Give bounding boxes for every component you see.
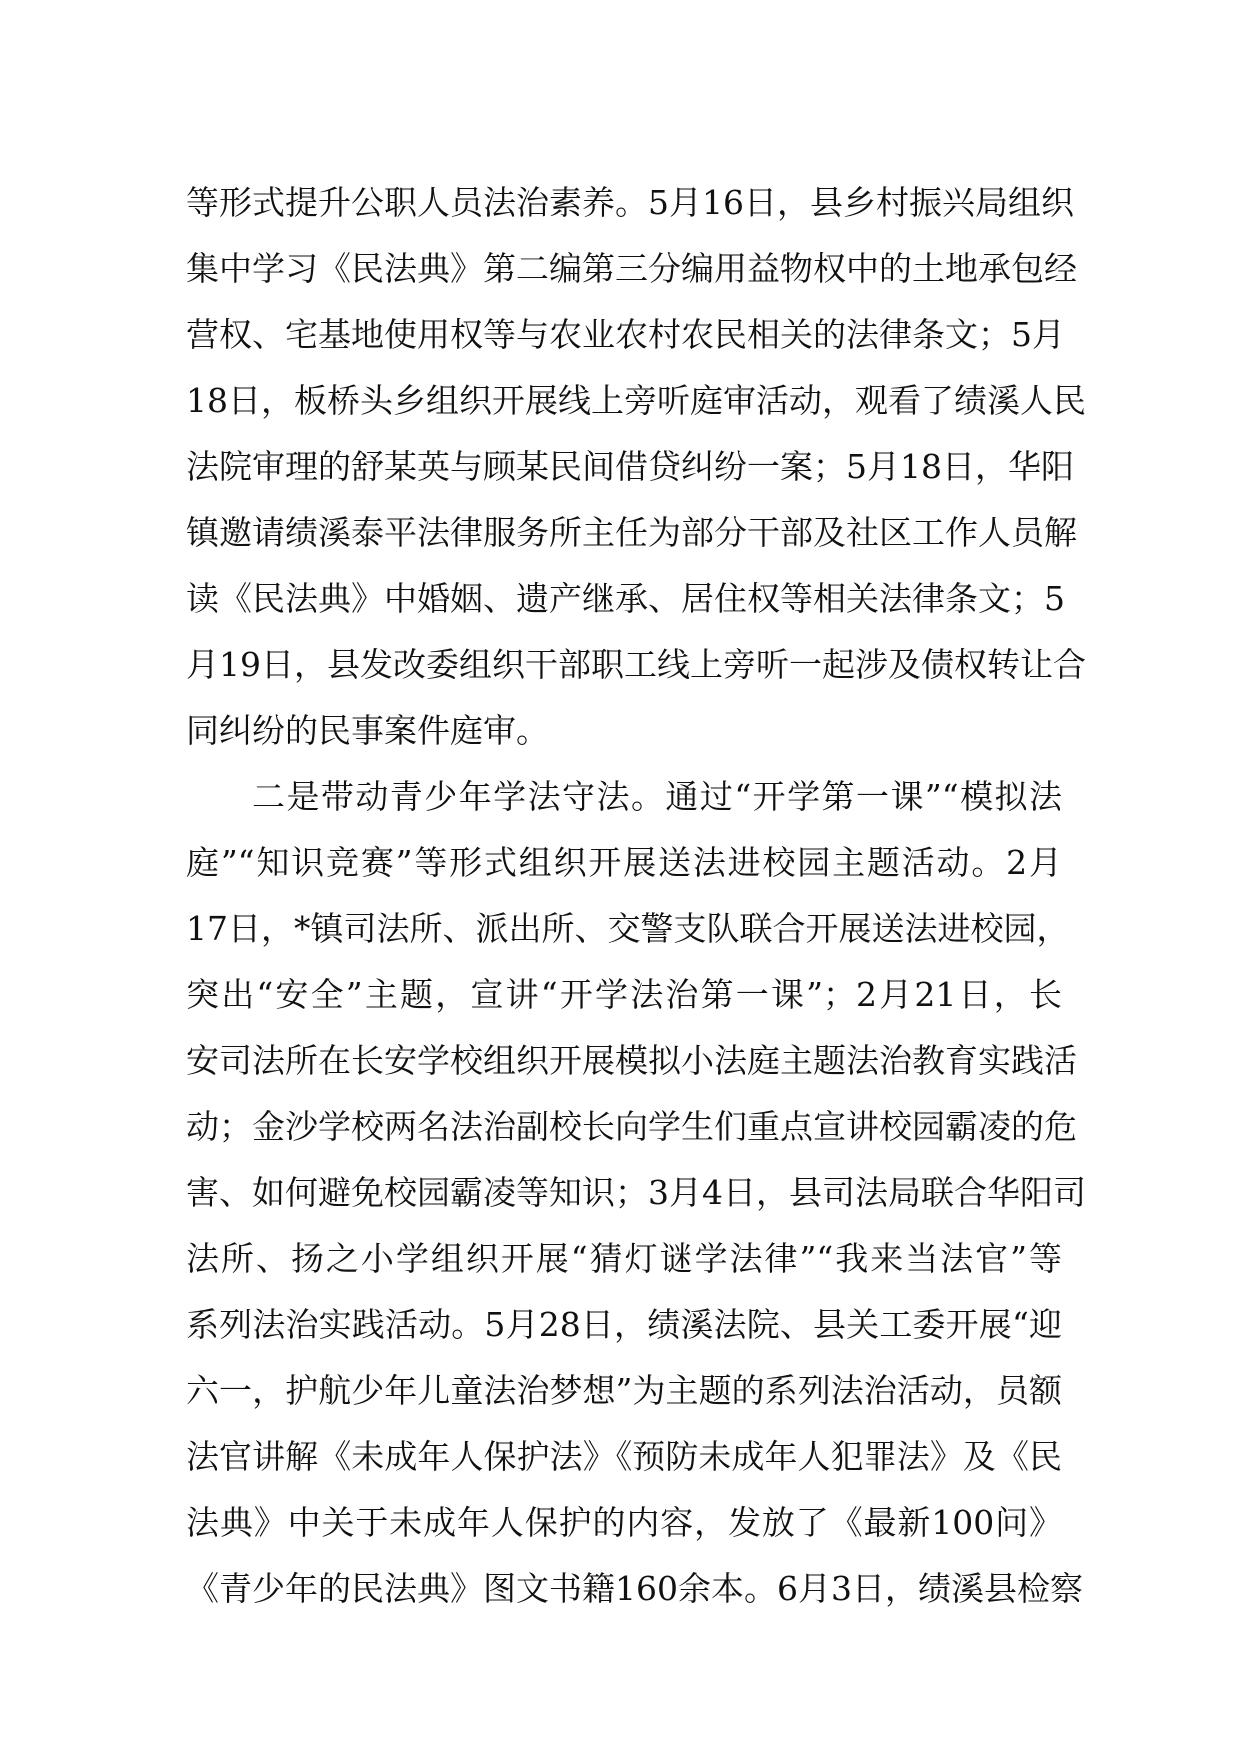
text-line: 系列法治实践活动。5月28日，绩溪法院、县关工委开展“迎 (186, 1305, 1062, 1344)
text-line: 同纠纷的民事案件庭审。 (186, 711, 549, 750)
text-line: 集中学习《民法典》第二编第三分编用益物权中的土地承包经 (186, 249, 1077, 288)
body-text (186, 170, 1086, 1622)
text-line: 动；金沙学校两名法治副校长向学生们重点宣讲校园霸凌的危 (186, 1107, 1077, 1146)
text-line: 突出“安全”主题，宣讲“开学法治第一课”；2月21日，长 (186, 975, 1062, 1014)
text-line: 18日，板桥头乡组织开展线上旁听庭审活动，观看了绩溪人民 (186, 381, 1086, 420)
paragraph-start-line: 二是带动青少年学法守法。通过“开学第一课”“模拟法 (252, 777, 1062, 816)
text-line: 庭”“知识竞赛”等形式组织开展送法进校园主题活动。2月 (186, 843, 1062, 882)
text-line: 等形式提升公职人员法治素养。5月16日，县乡村振兴局组织 (186, 183, 1074, 222)
text-line: 读《民法典》中婚姻、遗产继承、居住权等相关法律条文；5 (186, 579, 1065, 618)
text-line: 法典》中关于未成年人保护的内容，发放了《最新100问》 (186, 1503, 1062, 1542)
text-line: 月19日，县发改委组织干部职工线上旁听一起涉及债权转让合 (186, 645, 1086, 684)
text-line: 法所、扬之小学组织开展“猜灯谜学法律”“我来当法官”等 (186, 1239, 1062, 1278)
text-line: 镇邀请绩溪泰平法律服务所主任为部分干部及社区工作人员解 (186, 513, 1077, 552)
text-line: 《青少年的民法典》图文书籍160余本。6月3日，绩溪县检察 (186, 1569, 1083, 1608)
text-line: 17日，*镇司法所、派出所、交警支队联合开展送法进校园， (186, 909, 1070, 948)
text-line: 法院审理的舒某英与顾某民间借贷纠纷一案；5月18日，华阳 (186, 447, 1074, 486)
text-line: 六一，护航少年儿童法治梦想”为主题的系列法治活动，员额 (186, 1371, 1062, 1410)
text-line: 营权、宅基地使用权等与农业农村农民相关的法律条文；5月 (186, 315, 1065, 354)
text-line: 安司法所在长安学校组织开展模拟小法庭主题法治教育实践活 (186, 1041, 1077, 1080)
text-line: 法官讲解《未成年人保护法》《预防未成年人犯罪法》及《民 (186, 1437, 1062, 1476)
text-line: 害、如何避免校园霸凌等知识；3月4日，县司法局联合华阳司 (186, 1173, 1086, 1212)
